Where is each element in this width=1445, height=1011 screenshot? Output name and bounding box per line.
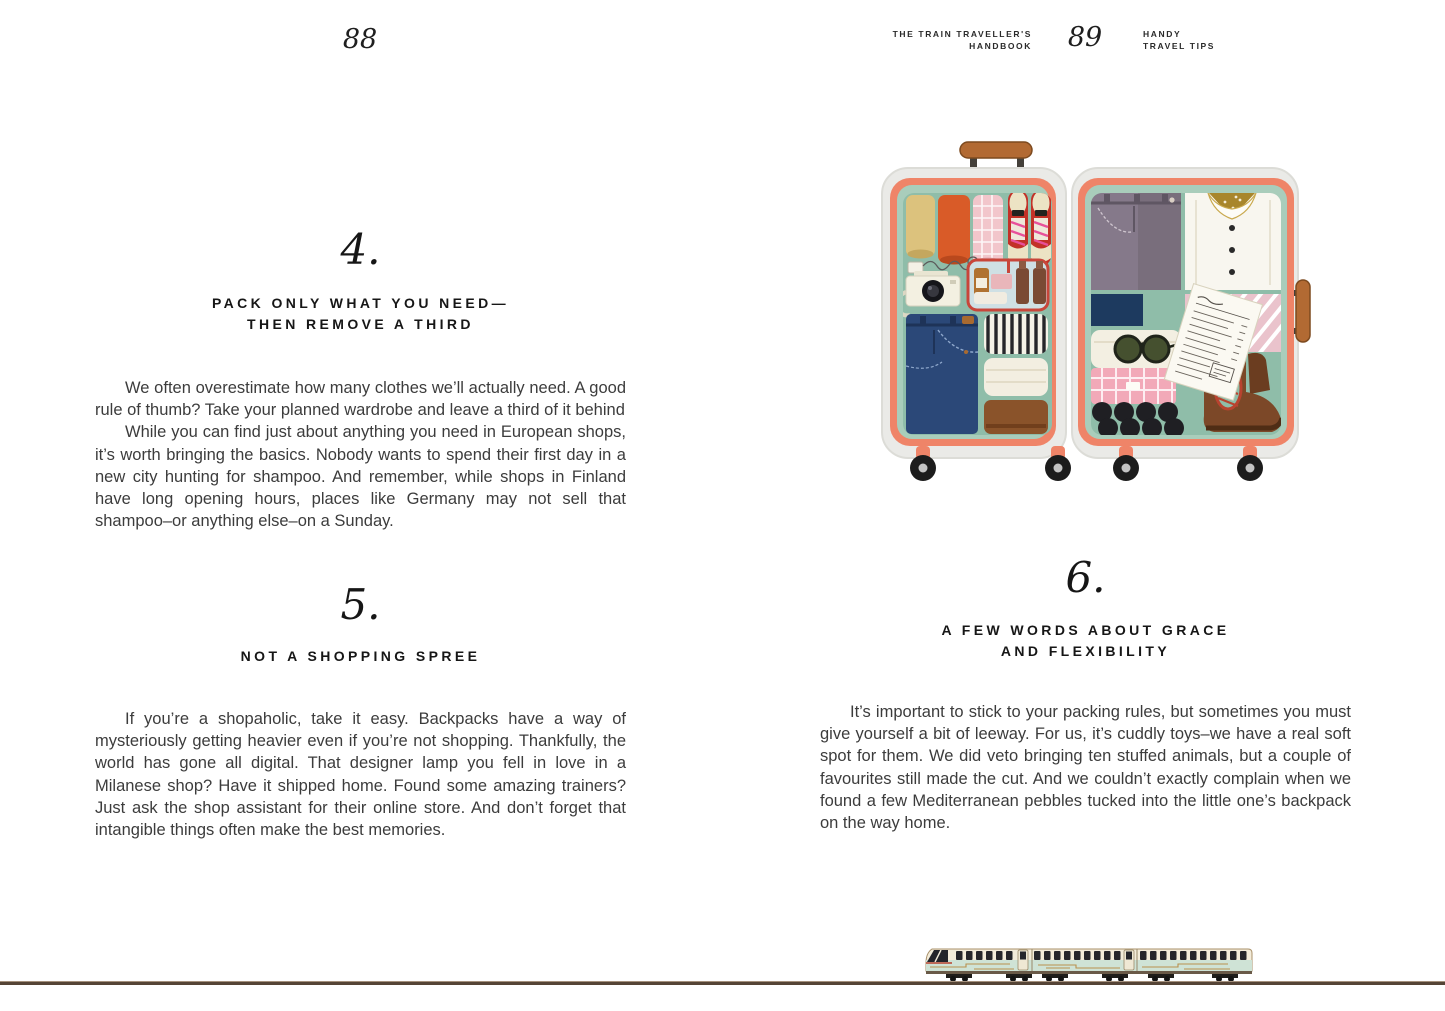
suitcase-svg: [876, 140, 1314, 488]
section-6-title-line2: AND FLEXIBILITY: [1000, 643, 1171, 659]
section-4: [95, 225, 626, 335]
section-5-title: [95, 646, 626, 667]
section-6-title-line1: A FEW WORDS ABOUT GRACE: [941, 622, 1230, 638]
section-6-body: [820, 701, 1351, 834]
section-6-title: [820, 620, 1351, 662]
running-header-book-title: [850, 29, 1032, 52]
section-4-title-line2: THEN REMOVE A THIRD: [247, 316, 474, 332]
pink-check-roll: [973, 195, 1003, 267]
navy-fold: [1091, 294, 1143, 326]
section-5-body: [95, 708, 626, 841]
section-5-number: 5.: [340, 580, 381, 629]
right-page-number: 89: [1067, 22, 1103, 53]
book-title-line1: THE TRAIN TRAVELLER'S: [892, 29, 1032, 39]
blue-jeans: [906, 314, 978, 434]
paragraph: It’s important to stick to your packing rules, but sometimes you must give yourself a bit of leeway. For us, it’s cuddly toys–we have a real soft spot for them. We did veto bringing ten stuffed animals, but a couple of favourites still made the cut. And we couldn’t exactly complain when we found a few Mediterranean pebbles tucked into the little one’s backpack on the way home.: [820, 703, 1351, 833]
section-6-number: 6.: [1065, 553, 1106, 602]
section-4-title-line1: PACK ONLY WHAT YOU NEED—: [211, 295, 510, 311]
left-page-number: 88: [342, 24, 378, 55]
grey-jeans: [1091, 193, 1181, 290]
white-blouse: [1185, 193, 1281, 290]
train-svg: [922, 941, 1256, 982]
section-5: [95, 580, 626, 667]
section-6: [820, 553, 1351, 662]
section-4-body: [95, 377, 626, 532]
train-illustration: [922, 941, 1256, 982]
rail-line: [0, 981, 1445, 985]
pink-gingham: [1089, 366, 1178, 406]
paragraph: While you can find just about anything you need in European shops, it’s worth bringing the basics. Nobody wants to spend their first day in a new city hunting for shampoo. And remember, while shops in Finland have long opening hours, places like Germany may not sell that shampoo–or anything else–on a Sunday.: [95, 423, 626, 531]
paragraph: We often overestimate how many clothes we’ll actually need. A good rule of thumb? Take your planned wardrobe and leave a third of it behind: [95, 379, 626, 420]
suitcase-illustration: [876, 140, 1314, 488]
khaki-roll: [906, 195, 935, 257]
chapter-line1: HANDY: [1143, 29, 1182, 39]
toiletry-bag: [968, 260, 1048, 310]
orange-roll: [938, 195, 970, 263]
book-title-line2: HANDBOOK: [969, 40, 1032, 51]
paragraph: If you’re a shopaholic, take it easy. Backpacks have a way of mysteriously getting heavier even if you’re not shopping. Thankfully, the world has gone all digital. That designer lamp you fell in love in a Milanese shop? Have it shipped home. Found some amazing trainers? Just ask the shop assistant for their online store. And don’t forget that intangible things often make the best memories.: [95, 710, 626, 840]
brown-roll: [984, 400, 1048, 434]
white-roll: [984, 358, 1048, 396]
chapter-line2: TRAVEL TIPS: [1143, 40, 1216, 51]
striped-roll: [984, 312, 1048, 356]
white-roll-sunglasses: [1091, 330, 1181, 368]
section-4-title: [95, 293, 626, 335]
running-header-chapter: [1143, 29, 1263, 52]
section-4-number: 4.: [340, 225, 381, 274]
section-5-title-line1: NOT A SHOPPING SPREE: [240, 648, 481, 664]
